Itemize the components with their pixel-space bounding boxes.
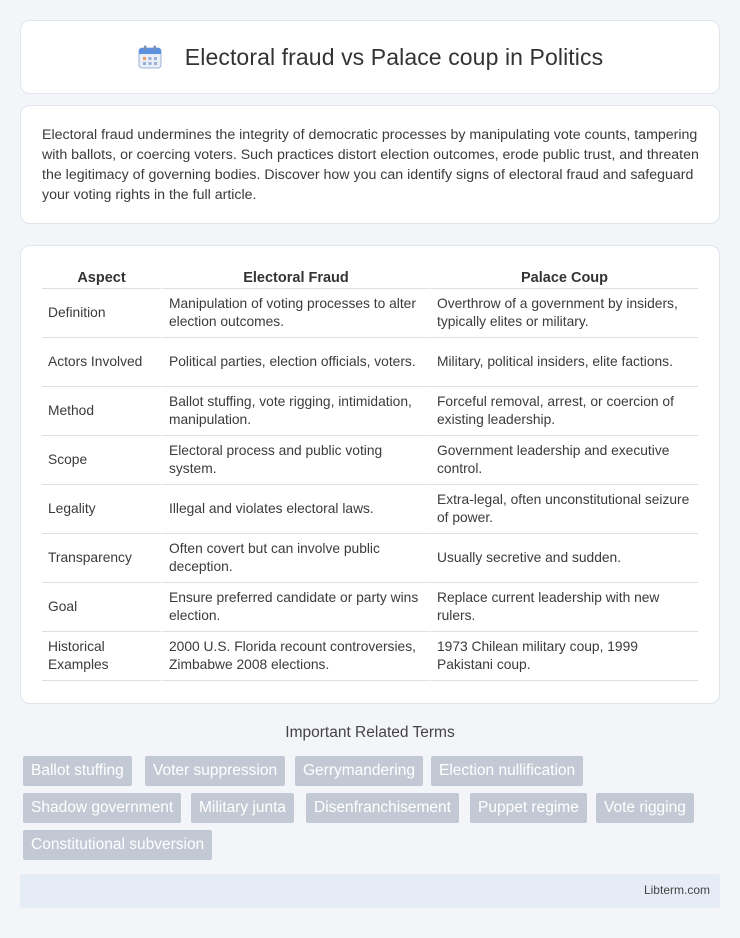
row-electoral-fraud: Manipulation of voting processes to alter election outcomes. [161,289,429,338]
table-header-row [42,266,698,289]
row-electoral-fraud: Political parties, election officials, voters. [161,338,429,387]
row-aspect: Definition [42,289,161,338]
row-electoral-fraud: Ballot stuffing, vote rigging, intimidation, manipulation. [161,387,429,436]
row-palace-coup: Replace current leadership with new rulers. [429,583,698,632]
table-row [42,436,698,485]
row-electoral-fraud: Illegal and violates electoral laws. [161,485,429,534]
table-row [42,338,698,387]
comparison-table-card [20,245,720,704]
header-aspect: Aspect [42,266,161,289]
row-aspect: Actors Involved [42,338,161,387]
tag-constitutional-subversion[interactable]: Constitutional subversion [23,830,212,860]
row-palace-coup: Military, political insiders, elite factions. [429,338,698,387]
related-terms-title: Important Related Terms [285,724,455,741]
table-row [42,289,698,338]
row-electoral-fraud: Electoral process and public voting system. [161,436,429,485]
row-palace-coup: Forceful removal, arrest, or coercion of existing leadership. [429,387,698,436]
row-aspect: Transparency [42,534,161,583]
table-row [42,632,698,681]
table-row [42,485,698,534]
intro-text: Electoral fraud undermines the integrity of democratic processes by manipulating vote counts, tampering with ballots, or coercing voters. Such practices distort election outcomes, erode public trust, and threaten the legitimacy of governing bodies. Discover how you can identify signs of electoral fraud and safeguard your voting rights in the full article. [42,127,699,203]
tag-military-junta[interactable]: Military junta [191,793,294,823]
footer [20,874,720,908]
tag-puppet-regime[interactable]: Puppet regime [470,793,587,823]
intro-card [20,105,720,224]
header-electoral-fraud: Electoral Fraud [161,266,429,289]
row-aspect: Goal [42,583,161,632]
table-row [42,583,698,632]
table-row [42,387,698,436]
row-palace-coup: Overthrow of a government by insiders, typically elites or military. [429,289,698,338]
tag-gerrymandering[interactable]: Gerrymandering [295,756,423,786]
row-palace-coup: Government leadership and executive control. [429,436,698,485]
row-palace-coup: 1973 Chilean military coup, 1999 Pakistani coup. [429,632,698,681]
row-aspect: Scope [42,436,161,485]
row-palace-coup: Usually secretive and sudden. [429,534,698,583]
row-aspect: Historical Examples [42,632,161,681]
tag-disenfranchisement[interactable]: Disenfranchisement [306,793,459,823]
comparison-table [42,266,698,681]
row-aspect: Method [42,387,161,436]
header-card [20,20,720,94]
header-palace-coup: Palace Coup [429,266,698,289]
row-electoral-fraud: 2000 U.S. Florida recount controversies, Zimbabwe 2008 elections. [161,632,429,681]
table-row [42,534,698,583]
tag-election-nullification[interactable]: Election nullification [431,756,583,786]
tag-shadow-government[interactable]: Shadow government [23,793,181,823]
page-title: Electoral fraud vs Palace coup in Politics [184,43,604,70]
footer-site-link[interactable]: Libterm.com [643,883,710,897]
tag-vote-rigging[interactable]: Vote rigging [596,793,694,823]
tag-voter-suppression[interactable]: Voter suppression [145,756,285,786]
row-electoral-fraud: Often covert but can involve public deception. [161,534,429,583]
row-aspect: Legality [42,485,161,534]
row-palace-coup: Extra-legal, often unconstitutional seizure of power. [429,485,698,534]
tag-ballot-stuffing[interactable]: Ballot stuffing [23,756,132,786]
row-electoral-fraud: Ensure preferred candidate or party wins election. [161,583,429,632]
calendar-icon [137,44,163,70]
